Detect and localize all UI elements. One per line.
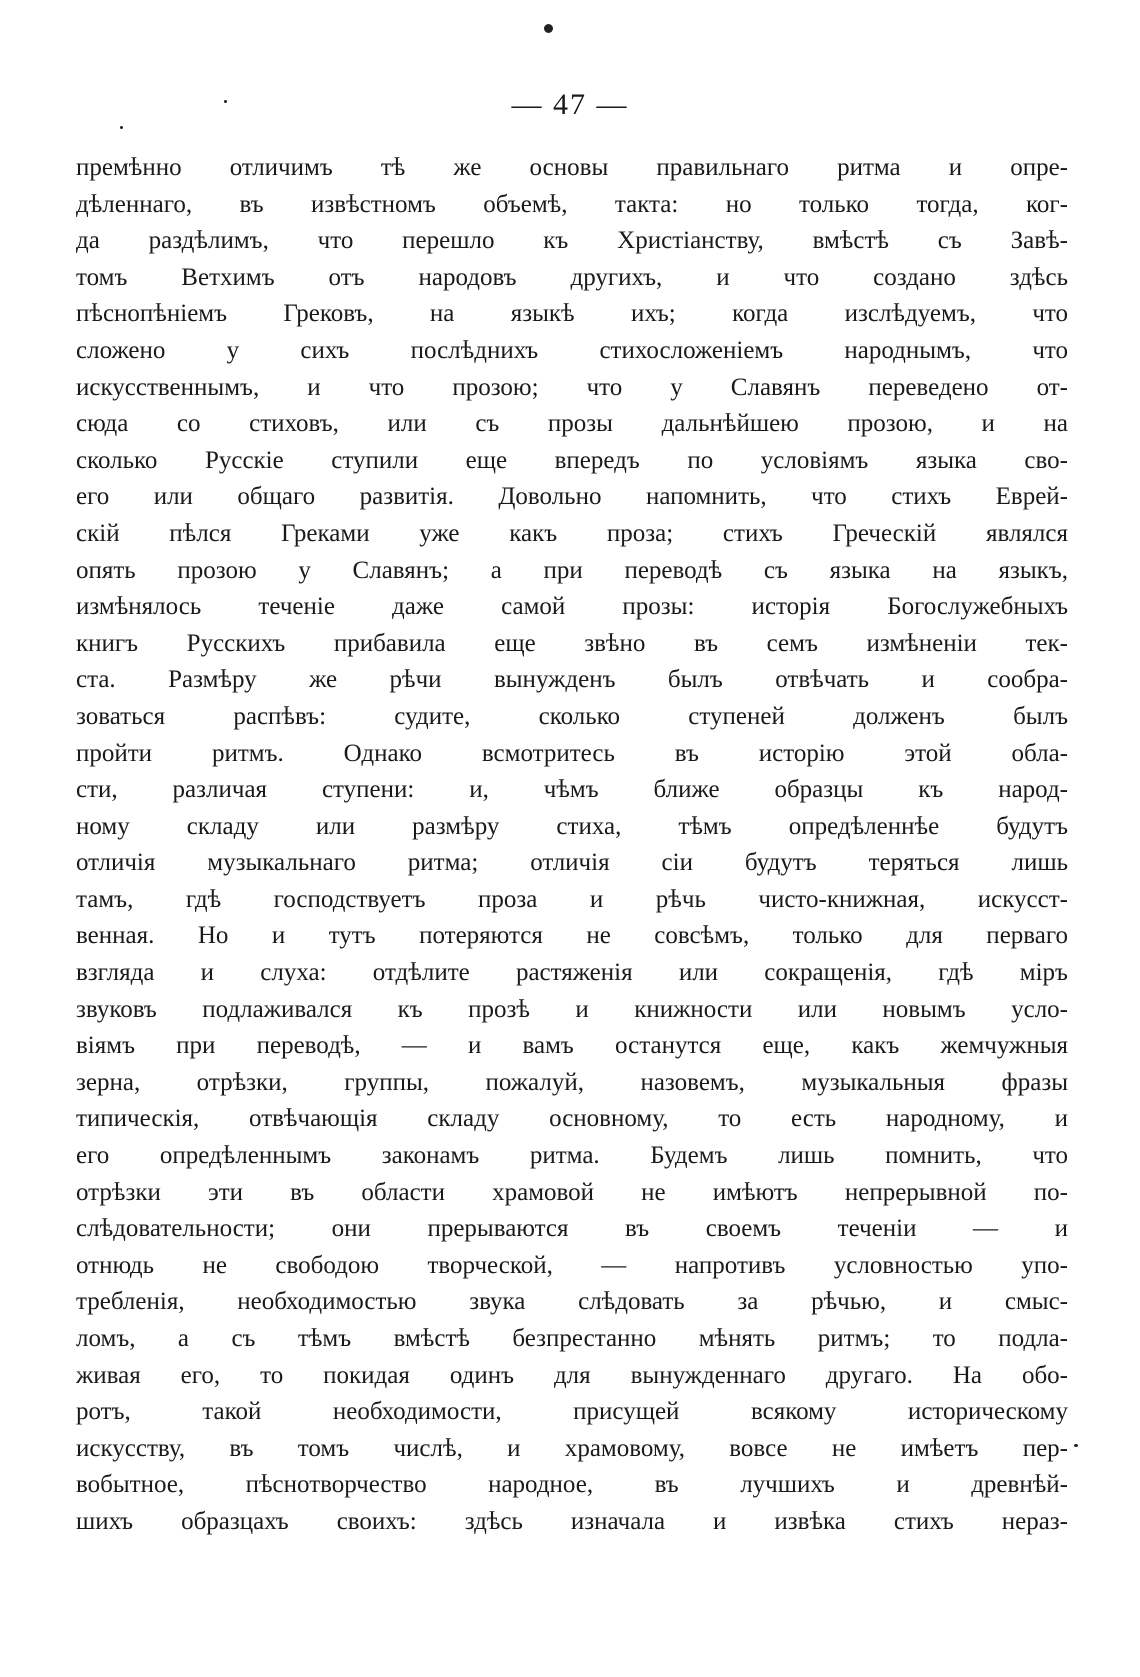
ink-speck — [1074, 1444, 1078, 1447]
text-line: пѣснопѣніемъ Грековъ, на языкѣ ихъ; когда изслѣдуемъ, что — [76, 300, 1068, 328]
text-line: требленія, необходимостью звука слѣдовать за рѣчью, и смыс- — [76, 1288, 1068, 1316]
body-text — [76, 150, 1068, 1541]
page-number: — 47 — — [511, 88, 629, 121]
text-line: искусству, въ томъ числѣ, и храмовому, вовсе не имѣетъ пер- — [76, 1434, 1068, 1462]
text-line: ротъ, такой необходимости, присущей всякому историческому — [76, 1398, 1068, 1426]
text-line: тамъ, гдѣ господствуетъ проза и рѣчь чисто-книжная, искусст- — [76, 885, 1068, 913]
text-line: взгляда и слуха: отдѣлите растяженія или сокращенія, гдѣ міръ — [76, 959, 1068, 987]
text-line: дѣленнаго, въ извѣстномъ объемѣ, такта: но только тогда, ког- — [76, 190, 1068, 218]
text-line: зерна, отрѣзки, группы, пожалуй, назовемъ, музыкальныя фразы — [76, 1068, 1068, 1096]
text-line: ному складу или размѣру стиха, тѣмъ опредѣленнѣе будутъ — [76, 812, 1068, 840]
text-line: сюда со стиховъ, или съ прозы дальнѣйшею прозою, и на — [76, 410, 1068, 438]
text-line: слѣдовательности; они прерываются въ своемъ теченіи — и — [76, 1215, 1068, 1243]
text-line: искусственнымъ, и что прозою; что у Славянъ переведено от- — [76, 373, 1068, 401]
text-line: звуковъ подлаживался къ прозѣ и книжности или новымъ усло- — [76, 995, 1068, 1023]
text-line: сложено у сихъ послѣднихъ стихосложеніемъ народнымъ, что — [76, 336, 1068, 364]
text-line: типическія, отвѣчающія складу основному, то есть народному, и — [76, 1105, 1068, 1133]
text-line: отнюдь не свободою творческой, — напротивъ условностью упо- — [76, 1251, 1068, 1279]
text-line: сколько Русскіе ступили еще впередъ по условіямъ языка сво- — [76, 446, 1068, 474]
text-line: измѣнялось теченіе даже самой прозы: исторія Богослужебныхъ — [76, 593, 1068, 621]
text-line: томъ Ветхимъ отъ народовъ другихъ, и что создано здѣсь — [76, 263, 1068, 291]
text-line: зоваться распѣвъ: судите, сколько ступеней долженъ былъ — [76, 702, 1068, 730]
text-line: отличія музыкальнаго ритма; отличія сіи будутъ теряться лишь — [76, 849, 1068, 877]
text-line: сти, различая ступени: и, чѣмъ ближе образцы къ народ- — [76, 776, 1068, 804]
text-line: да раздѣлимъ, что перешло къ Христіанству, вмѣстѣ съ Завѣ- — [76, 227, 1068, 255]
ink-speck — [544, 24, 553, 33]
text-line: отрѣзки эти въ области храмовой не имѣютъ непрерывной по- — [76, 1178, 1068, 1206]
ink-speck — [120, 126, 123, 129]
text-line: віямъ при переводѣ, — и вамъ останутся еще, какъ жемчужныя — [76, 1032, 1068, 1060]
text-line: вобытное, пѣснотворчество народное, въ лучшихъ и древнѣй- — [76, 1471, 1068, 1499]
text-line: живая его, то покидая одинъ для вынужденнаго другаго. На обо- — [76, 1361, 1068, 1389]
text-line: скій пѣлся Греками уже какъ проза; стихъ Греческій являлся — [76, 519, 1068, 547]
text-line: опять прозою у Славянъ; а при переводѣ съ языка на языкъ, — [76, 556, 1068, 584]
text-line: шихъ образцахъ своихъ: здѣсь изначала и извѣка стихъ нераз- — [76, 1507, 1068, 1535]
text-line: книгъ Русскихъ прибавила еще звѣно въ семъ измѣненіи тек- — [76, 629, 1068, 657]
text-line: пройти ритмъ. Однако всмотритесь въ исторію этой обла- — [76, 739, 1068, 767]
text-line: премѣнно отличимъ тѣ же основы правильнаго ритма и опре- — [76, 154, 1068, 181]
text-line: ломъ, а съ тѣмъ вмѣстѣ безпрестанно мѣнять ритмъ; то подла- — [76, 1325, 1068, 1352]
text-line: его или общаго развитія. Довольно напомнить, что стихъ Еврей- — [76, 483, 1068, 511]
text-line: его опредѣленнымъ законамъ ритма. Будемъ лишь помнить, что — [76, 1142, 1068, 1170]
text-line: венная. Но и тутъ потеряются не совсѣмъ, только для перваго — [76, 922, 1068, 950]
text-line: ста. Размѣру же рѣчи вынужденъ былъ отвѣчать и сообра- — [76, 666, 1068, 694]
